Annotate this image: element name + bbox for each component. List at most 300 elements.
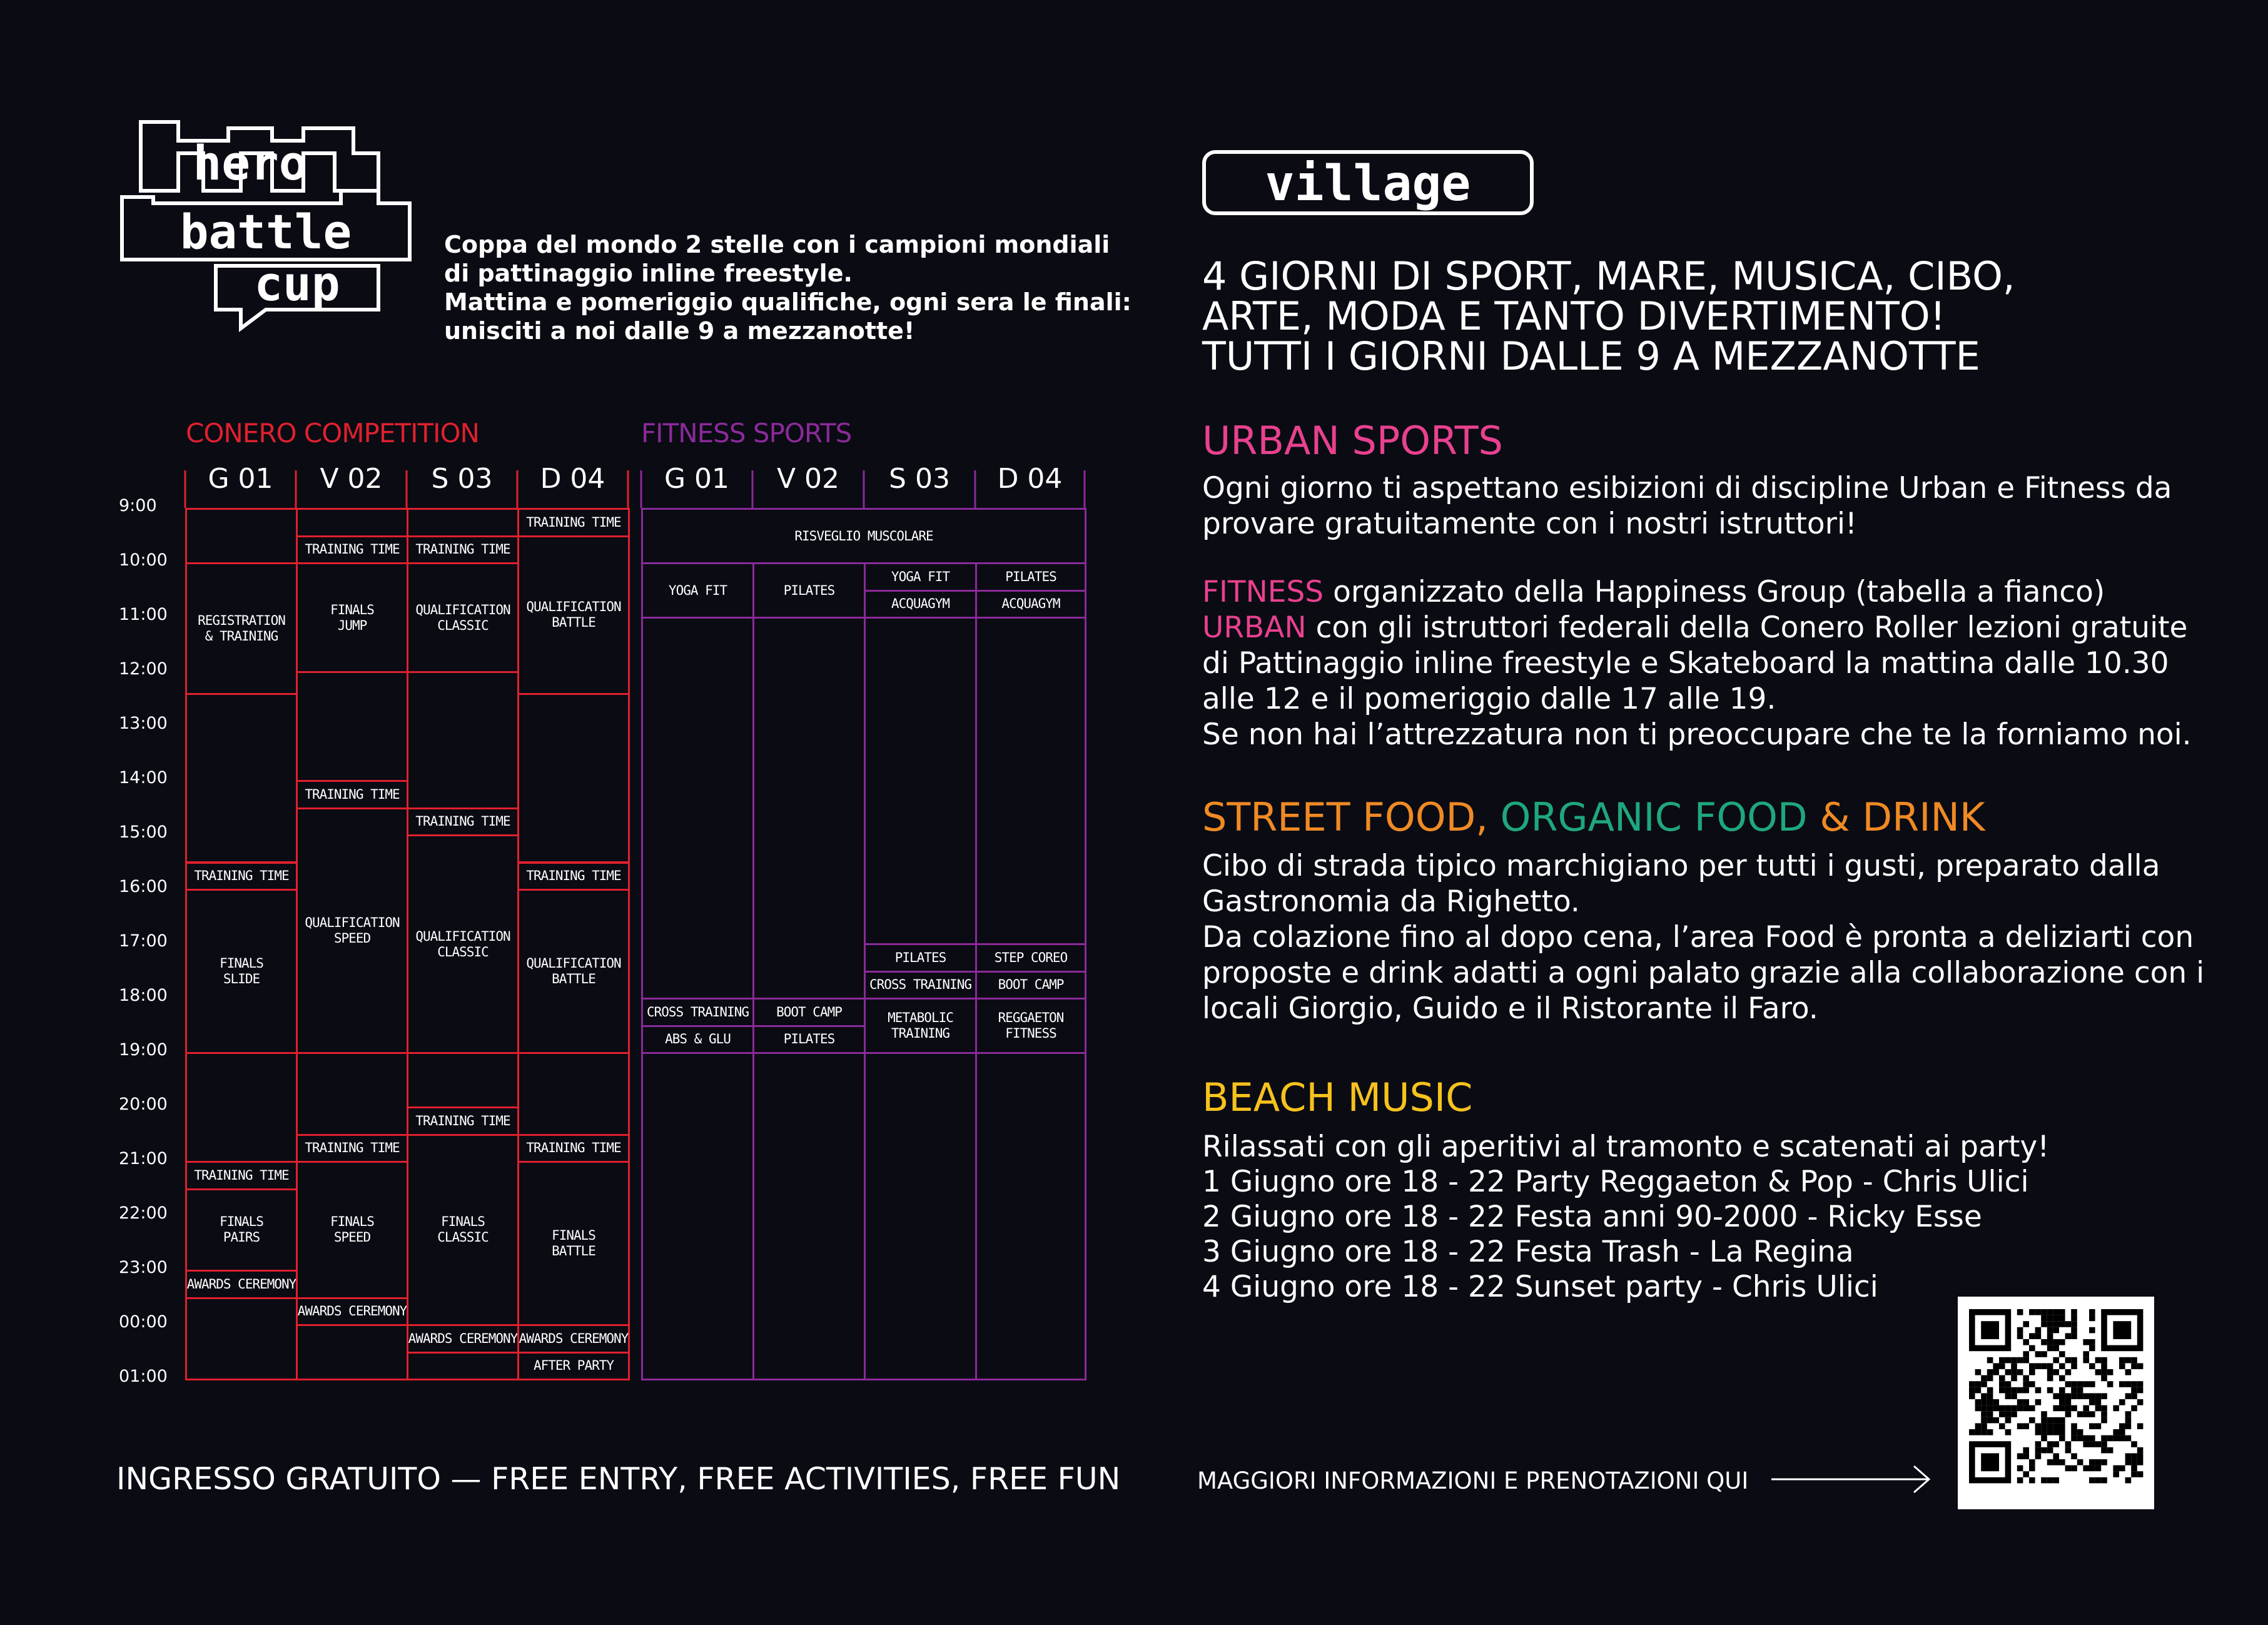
more-info-link[interactable]: MAGGIORI INFORMAZIONI E PRENOTAZIONI QUI — [1197, 1467, 1749, 1494]
qr-module — [1981, 1411, 1987, 1417]
conero-cell-text: FINALS — [330, 1214, 374, 1230]
qr-module — [1987, 1357, 1993, 1364]
fitness-line — [1202, 574, 2192, 610]
time-label: 15:00 — [119, 823, 168, 842]
conero-cell-text: TRAINING TIME — [415, 542, 510, 557]
conero-cell — [407, 562, 519, 673]
qr-module — [2101, 1375, 2107, 1382]
qr-module — [2023, 1387, 2029, 1394]
fitness-cell — [975, 971, 1086, 1000]
qr-module — [1999, 1387, 2005, 1394]
qr-module — [2071, 1381, 2077, 1387]
qr-module — [2113, 1405, 2119, 1412]
qr-module — [2059, 1435, 2065, 1442]
fitness-cell-text: ACQUAGYM — [1001, 596, 1060, 612]
qr-module — [2041, 1411, 2047, 1417]
fitness-cell-text: ACQUAGYM — [891, 596, 950, 612]
qr-module — [1999, 1423, 2005, 1429]
food-line: Cibo di strada tipico marchigiano per tutti i gusti, preparato dalla — [1202, 849, 2160, 883]
qr-module — [1987, 1429, 1993, 1435]
conero-cell-text: JUMP — [337, 617, 367, 633]
qr-module — [2035, 1423, 2042, 1429]
qr-module — [2089, 1411, 2095, 1417]
fitness-cell-text: BOOT CAMP — [998, 977, 1064, 993]
qr-module — [2041, 1423, 2047, 1429]
qr-module — [2023, 1321, 2029, 1327]
qr-module — [2089, 1399, 2095, 1405]
time-label: 00:00 — [119, 1312, 168, 1332]
fitness-cell — [641, 1052, 754, 1380]
qr-module — [1999, 1357, 2005, 1364]
fitness-day-header: G 01 — [664, 463, 730, 495]
qr-module — [2137, 1471, 2144, 1477]
conero-cell-text: AWARDS CEREMONY — [408, 1330, 518, 1346]
conero-day-header: V 02 — [320, 463, 383, 495]
qr-module — [2059, 1417, 2065, 1424]
qr-module — [2053, 1459, 2059, 1466]
qr-module — [2119, 1363, 2125, 1369]
qr-module — [2095, 1357, 2102, 1364]
qr-module — [2011, 1357, 2017, 1364]
qr-module — [2071, 1321, 2077, 1327]
conero-cell-text: QUALIFICATION — [526, 956, 621, 971]
qr-module — [2137, 1423, 2144, 1429]
qr-module — [2113, 1435, 2119, 1442]
conero-cell — [517, 1352, 630, 1381]
qr-module — [1981, 1393, 1987, 1399]
qr-module — [2041, 1321, 2047, 1327]
conero-cell — [185, 1270, 298, 1299]
conero-cell — [296, 1324, 408, 1380]
qr-module — [2131, 1453, 2137, 1459]
qr-module — [2101, 1393, 2107, 1399]
conero-cell-text: SPEED — [333, 1230, 371, 1245]
qr-module — [2089, 1315, 2095, 1322]
conero-cell — [407, 807, 519, 837]
conero-cell — [517, 693, 630, 864]
time-label: 17:00 — [119, 931, 168, 951]
qr-module — [1987, 1417, 1993, 1424]
qr-module — [2059, 1315, 2065, 1322]
qr-module — [1975, 1429, 1982, 1435]
qr-module — [2071, 1435, 2077, 1442]
conero-cell-text: SPEED — [333, 930, 371, 946]
conero-cell — [517, 535, 630, 695]
qr-module — [2131, 1387, 2137, 1394]
conero-cell — [517, 1161, 630, 1326]
qr-module — [2029, 1417, 2035, 1424]
qr-module — [2101, 1411, 2107, 1417]
qr-module — [2029, 1381, 2035, 1387]
qr-module — [2047, 1345, 2053, 1352]
qr-module — [2023, 1357, 2029, 1364]
time-label: 14:00 — [119, 768, 168, 787]
qr-module — [2041, 1315, 2047, 1322]
qr-module — [1987, 1399, 1993, 1405]
fitness-cell — [752, 998, 866, 1027]
qr-module — [2005, 1429, 2012, 1435]
qr-module — [2023, 1447, 2029, 1454]
conero-cell-text: TRAINING TIME — [526, 868, 621, 884]
qr-module — [2089, 1477, 2095, 1484]
qr-module — [2035, 1447, 2042, 1454]
fitness-cell — [752, 617, 866, 1000]
qr-module — [2095, 1369, 2102, 1375]
time-label: 12:00 — [119, 659, 168, 679]
qr-module — [1987, 1375, 1993, 1382]
conero-cell-text: TRAINING TIME — [194, 868, 289, 884]
qr-module — [2059, 1351, 2065, 1357]
fitness-cell — [864, 1052, 977, 1380]
qr-module — [1981, 1381, 1987, 1387]
fitness-cell-text: BOOT CAMP — [776, 1004, 842, 1020]
conero-cell — [407, 1134, 519, 1327]
qr-module — [2125, 1411, 2132, 1417]
qr-module — [2029, 1466, 2035, 1472]
qr-module — [2101, 1357, 2107, 1364]
qr-module — [2071, 1387, 2077, 1394]
qr-module — [2083, 1381, 2089, 1387]
village-logo — [1202, 150, 1534, 219]
conero-day-header: D 04 — [540, 463, 605, 495]
conero-cell — [517, 1324, 630, 1354]
conero-cell — [296, 1297, 408, 1327]
qr-module — [2041, 1417, 2047, 1424]
conero-cell-text: BATTLE — [552, 1243, 595, 1258]
fitness-cell — [975, 998, 1086, 1054]
qr-module — [2071, 1405, 2077, 1412]
qr-module — [2137, 1459, 2144, 1466]
time-label: 19:00 — [119, 1040, 168, 1060]
qr-module — [2035, 1327, 2042, 1334]
organic-food-text: ORGANIC FOOD — [1500, 794, 1808, 840]
qr-module — [2059, 1459, 2065, 1466]
qr-module — [2125, 1357, 2132, 1364]
qr-module — [2035, 1441, 2042, 1447]
qr-module — [2041, 1339, 2047, 1345]
conero-cell-text: AWARDS CEREMONY — [186, 1276, 296, 1292]
urban-more-line: alle 12 e il pomeriggio dalle 17 alle 19. — [1202, 682, 1776, 716]
qr-module — [2071, 1357, 2077, 1364]
qr-module — [2131, 1471, 2137, 1477]
fitness-cell — [752, 562, 866, 619]
qr-module — [2029, 1405, 2035, 1412]
qr-module — [2131, 1441, 2137, 1447]
qr-module — [2047, 1369, 2053, 1375]
qr-module — [2125, 1369, 2132, 1375]
fitness-day-header: S 03 — [889, 463, 950, 495]
qr-module — [2059, 1339, 2065, 1345]
conero-cell-text: AFTER PARTY — [533, 1358, 614, 1374]
qr-module — [2083, 1411, 2089, 1417]
qr-module — [2005, 1417, 2012, 1424]
urban-more-line: di Pattinaggio inline freestyle e Skateboard la mattina dalle 10.30 — [1202, 646, 2169, 681]
qr-module — [2095, 1459, 2102, 1466]
qr-module — [2047, 1417, 2053, 1424]
qr-module — [2095, 1466, 2102, 1472]
time-label: 23:00 — [119, 1258, 168, 1277]
time-label: 20:00 — [119, 1095, 168, 1114]
street-food-text: STREET FOOD, — [1202, 794, 1501, 840]
conero-cell-text: TRAINING TIME — [415, 1113, 510, 1128]
fitness-cell — [641, 508, 1086, 564]
qr-module — [2089, 1345, 2095, 1352]
conero-cell-text: FINALS — [220, 1214, 263, 1230]
conero-cell — [185, 562, 298, 695]
qr-module — [2083, 1339, 2089, 1345]
qr-module — [1993, 1363, 1999, 1369]
qr-module — [2095, 1405, 2102, 1412]
urban-sports-heading: URBAN SPORTS — [1202, 418, 1503, 463]
qr-module — [2011, 1369, 2017, 1375]
qr-module — [2131, 1393, 2137, 1399]
qr-module — [2017, 1387, 2023, 1394]
fitness-cell-text: ABS & GLU — [665, 1031, 731, 1047]
qr-module — [2077, 1435, 2083, 1442]
arrow-right-icon — [1770, 1464, 1933, 1497]
qr-module — [2041, 1309, 2047, 1315]
qr-module — [2053, 1309, 2059, 1315]
conero-cell — [517, 1052, 630, 1136]
intro-line: Coppa del mondo 2 stelle con i campioni mondiali — [444, 231, 1110, 258]
urban-intro — [1202, 470, 2172, 542]
qr-module — [2137, 1399, 2144, 1405]
conero-cell — [517, 1134, 630, 1163]
qr-module — [2029, 1459, 2035, 1466]
qr-module — [2035, 1399, 2042, 1405]
conero-cell — [407, 1352, 519, 1381]
qr-module — [2017, 1423, 2023, 1429]
music-line: 3 Giugno ore 18 - 22 Festa Trash - La Regina — [1202, 1235, 1854, 1269]
qr-module — [2053, 1453, 2059, 1459]
fitness-word: FITNESS — [1202, 575, 1324, 609]
qr-module — [2047, 1441, 2053, 1447]
qr-module — [2101, 1435, 2107, 1442]
qr-module — [2047, 1423, 2053, 1429]
qr-module — [2053, 1357, 2059, 1364]
qr-module — [2107, 1381, 2114, 1387]
qr-module — [2119, 1435, 2125, 1442]
qr-module — [1981, 1375, 1987, 1382]
qr-module — [2065, 1393, 2072, 1399]
qr-module — [2035, 1453, 2042, 1459]
qr-module — [2107, 1447, 2114, 1454]
qr-module — [2131, 1363, 2137, 1369]
qr-module — [2023, 1405, 2029, 1412]
fitness-cell — [975, 562, 1086, 592]
qr-module — [1981, 1399, 1987, 1405]
qr-module — [1993, 1405, 1999, 1412]
conero-cell-text: CLASSIC — [437, 1230, 489, 1245]
qr-module — [2041, 1429, 2047, 1435]
qr-code[interactable] — [1958, 1297, 2154, 1509]
conero-competition-title: CONERO COMPETITION — [186, 418, 479, 448]
qr-module — [2083, 1393, 2089, 1399]
qr-module — [2071, 1429, 2077, 1435]
qr-module — [2041, 1351, 2047, 1357]
fitness-cell — [641, 617, 754, 1000]
fitness-cell-text: FITNESS — [1005, 1026, 1056, 1041]
qr-module — [2011, 1375, 2017, 1382]
qr-module — [2077, 1459, 2083, 1466]
qr-module — [2017, 1333, 2023, 1339]
urban-line — [1202, 610, 2192, 645]
qr-module — [2131, 1381, 2137, 1387]
qr-module — [1987, 1393, 1993, 1399]
qr-module — [2065, 1447, 2072, 1454]
qr-module — [2065, 1405, 2072, 1412]
tagline-line: TUTTI I GIORNI DALLE 9 A MEZZANOTTE — [1202, 333, 1980, 379]
qr-module — [1969, 1429, 1975, 1435]
qr-module — [2083, 1466, 2089, 1472]
conero-cell — [296, 1052, 408, 1136]
fitness-cell — [975, 1052, 1086, 1380]
time-label: 18:00 — [119, 986, 168, 1005]
qr-module — [2071, 1466, 2077, 1472]
qr-module — [2077, 1393, 2083, 1399]
qr-module — [2083, 1441, 2089, 1447]
qr-module — [2023, 1381, 2029, 1387]
fitness-rest: organizzato della Happiness Group (tabella a fianco) — [1324, 575, 2105, 609]
qr-module — [2041, 1447, 2047, 1454]
fitness-cell — [975, 590, 1086, 619]
fitness-cell — [752, 1052, 866, 1380]
qr-module — [2017, 1357, 2023, 1364]
music-line: 2 Giugno ore 18 - 22 Festa anni 90-2000 - Ricky Esse — [1202, 1200, 1982, 1234]
conero-cell — [185, 862, 298, 891]
conero-cell — [185, 508, 298, 564]
qr-module — [2047, 1429, 2053, 1435]
qr-module — [2101, 1363, 2107, 1369]
qr-module — [2083, 1405, 2089, 1412]
food-line: locali Giorgio, Guido e il Ristorante il Faro. — [1202, 991, 1818, 1026]
urban-intro-line: provare gratuitamente con i nostri istruttori! — [1202, 507, 1857, 541]
qr-module — [2053, 1417, 2059, 1424]
qr-module — [2023, 1471, 2029, 1477]
conero-cell-text: & TRAINING — [205, 628, 278, 644]
qr-module — [1987, 1405, 1993, 1412]
conero-cell-text: TRAINING TIME — [305, 542, 400, 557]
fitness-cell — [975, 617, 1086, 945]
food-text — [1202, 848, 2204, 1026]
qr-module — [2125, 1423, 2132, 1429]
conero-cell — [517, 862, 630, 891]
qr-module — [2065, 1369, 2072, 1375]
qr-module — [2071, 1327, 2077, 1334]
fitness-cell-text: REGGAETON — [998, 1010, 1064, 1025]
qr-module — [2077, 1411, 2083, 1417]
fitness-cell-text: YOGA FIT — [891, 569, 950, 584]
qr-module — [2125, 1477, 2132, 1484]
qr-module — [2089, 1309, 2095, 1315]
qr-module — [2017, 1477, 2023, 1484]
qr-module — [2035, 1333, 2042, 1339]
qr-module — [2059, 1363, 2065, 1369]
urban-details — [1202, 574, 2192, 752]
conero-cell — [517, 508, 630, 537]
conero-cell — [185, 693, 298, 864]
qr-module — [2071, 1363, 2077, 1369]
qr-module — [2065, 1357, 2072, 1364]
qr-module — [2065, 1321, 2072, 1327]
qr-module — [2101, 1405, 2107, 1412]
fitness-cell-text: RISVEGLIO MUSCOLARE — [794, 528, 933, 544]
conero-cell — [185, 1297, 298, 1381]
qr-module — [2137, 1381, 2144, 1387]
qr-module — [2089, 1441, 2095, 1447]
fitness-cell-text: PILATES — [783, 582, 835, 598]
fitness-cell-text: PILATES — [783, 1031, 835, 1047]
qr-module — [2035, 1429, 2042, 1435]
qr-module — [2005, 1381, 2012, 1387]
qr-module — [2131, 1466, 2137, 1472]
qr-module — [2071, 1309, 2077, 1315]
conero-cell — [296, 671, 408, 782]
qr-module — [2119, 1429, 2125, 1435]
qr-module — [2005, 1411, 2012, 1417]
qr-module — [2053, 1423, 2059, 1429]
qr-module — [2017, 1399, 2023, 1405]
qr-module — [2011, 1393, 2017, 1399]
qr-module — [2005, 1387, 2012, 1394]
qr-module — [2101, 1369, 2107, 1375]
qr-module — [2047, 1333, 2053, 1339]
qr-module — [1999, 1363, 2005, 1369]
qr-module — [2023, 1375, 2029, 1382]
qr-module — [1987, 1387, 1993, 1394]
qr-module — [2137, 1453, 2144, 1459]
qr-module — [1993, 1369, 1999, 1375]
conero-cell — [407, 1106, 519, 1136]
qr-module — [1999, 1381, 2005, 1387]
conero-cell-text: BATTLE — [552, 971, 595, 986]
qr-module — [2065, 1466, 2072, 1472]
fitness-cell — [864, 943, 977, 973]
qr-module — [1987, 1369, 1993, 1375]
qr-module — [2029, 1363, 2035, 1369]
fitness-cell — [864, 971, 977, 1000]
qr-module — [1981, 1405, 1987, 1412]
intro-line: di pattinaggio inline freestyle. — [444, 260, 853, 287]
conero-cell-text: FINALS — [441, 1214, 485, 1230]
qr-module — [2035, 1309, 2042, 1315]
qr-module — [2101, 1459, 2107, 1466]
time-label: 16:00 — [119, 877, 168, 896]
qr-finder — [1981, 1453, 1999, 1471]
qr-module — [2053, 1315, 2059, 1322]
food-line: Gastronomia da Righetto. — [1202, 884, 1580, 919]
qr-module — [2113, 1466, 2119, 1472]
time-label: 21:00 — [119, 1149, 168, 1168]
qr-module — [1975, 1405, 1982, 1412]
conero-cell — [407, 508, 519, 537]
time-label: 11:00 — [119, 605, 168, 624]
fitness-day-header: V 02 — [776, 463, 840, 495]
qr-module — [2017, 1466, 2023, 1472]
qr-module — [2017, 1327, 2023, 1334]
qr-module — [1975, 1369, 1982, 1375]
qr-module — [2065, 1399, 2072, 1405]
conero-cell — [296, 807, 408, 1055]
qr-module — [2119, 1381, 2125, 1387]
conero-cell — [407, 671, 519, 809]
qr-module — [2053, 1477, 2059, 1484]
qr-module — [2053, 1345, 2059, 1352]
schedule-grid — [0, 0, 1126, 1407]
qr-module — [2041, 1363, 2047, 1369]
conero-cell — [407, 834, 519, 1054]
qr-module — [2059, 1399, 2065, 1405]
